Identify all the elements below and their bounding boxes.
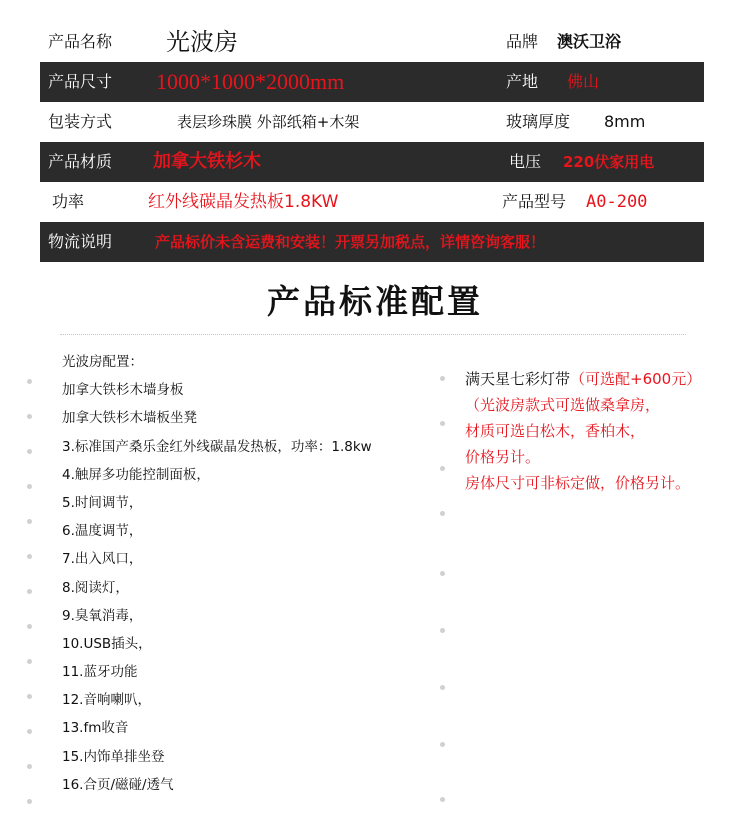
- list-item: 9.臭氧消毒，: [62, 607, 143, 624]
- spec-label-product-name: 产品名称: [48, 32, 113, 51]
- bullet-dot: [27, 554, 32, 559]
- spec-row-size: [40, 62, 704, 102]
- bullet-dot: [440, 685, 445, 690]
- spec-value-glass-thickness: 8mm: [604, 112, 646, 131]
- bullet-dot: [27, 659, 32, 664]
- list-item: 11.蓝牙功能: [62, 664, 138, 681]
- spec-row-power: [40, 182, 704, 222]
- spec-row-logistics: [40, 222, 704, 262]
- list-item: 8.阅读灯，: [62, 579, 129, 596]
- spec-row-name: [40, 22, 704, 62]
- bullet-dot: [440, 376, 445, 381]
- spec-value-product-name: 光波房: [166, 28, 238, 56]
- bullet-dot: [27, 379, 32, 384]
- list-item: 16.合页/磁碰/透气: [62, 776, 174, 793]
- spec-value-origin: 佛山: [567, 72, 600, 91]
- divider: [60, 334, 686, 335]
- bullet-dot: [27, 449, 32, 454]
- spec-value-material: 加拿大铁杉木: [153, 151, 261, 172]
- bullet-dot: [27, 694, 32, 699]
- list-item: 3.标准国产桑乐金红外线碳晶发热板，功率：1.8kw: [62, 438, 372, 455]
- list-item: 加拿大铁杉木墙身板: [62, 382, 184, 399]
- bullet-dot: [27, 799, 32, 804]
- bullet-dot: [27, 519, 32, 524]
- list-item: 加拿大铁杉木墙板坐凳: [62, 410, 197, 427]
- option-price: （可选配+600元）: [570, 370, 702, 388]
- spec-label-origin: 产地: [506, 72, 539, 91]
- section-title: 产品标准配置: [267, 282, 483, 321]
- spec-value-packing: 表层珍珠膜 外部纸箱+木架: [177, 113, 360, 131]
- list-item: 13.fm收音: [62, 720, 129, 737]
- bullet-dot: [440, 571, 445, 576]
- spec-label-logistics: 物流说明: [48, 232, 113, 251]
- bullet-dot: [27, 414, 32, 419]
- spec-label-packing: 包装方式: [48, 112, 113, 131]
- list-item: 12.音响喇叭，: [62, 692, 151, 709]
- option-led-strip: [465, 366, 701, 392]
- spec-value-brand: 澳沃卫浴: [557, 32, 622, 51]
- spec-label-size: 产品尺寸: [48, 72, 113, 91]
- bullet-dot: [440, 742, 445, 747]
- bullet-dot: [440, 421, 445, 426]
- option-note: （光波房款式可选做桑拿房，: [465, 396, 661, 414]
- option-note: 材质可选白松木，香柏木，: [465, 422, 646, 440]
- bullet-dot: [27, 764, 32, 769]
- bullet-dot: [440, 797, 445, 802]
- list-item: 15.内饰单排坐登: [62, 748, 165, 765]
- spec-label-model: 产品型号: [502, 192, 567, 211]
- list-item: 10.USB插头，: [62, 635, 152, 652]
- spec-label-power: 功率: [52, 192, 85, 211]
- bullet-dot: [440, 628, 445, 633]
- bullet-dot: [440, 511, 445, 516]
- list-item: 光波房配置：: [62, 354, 143, 370]
- config-list: [62, 348, 372, 799]
- list-item: 4.触屏多功能控制面板，: [62, 466, 210, 483]
- spec-value-voltage: 220伏家用电: [563, 153, 655, 171]
- option-note: 房体尺寸可非标定做，价格另计。: [465, 474, 691, 492]
- spec-label-brand: 品牌: [506, 32, 539, 51]
- spec-label-voltage: 电压: [509, 152, 542, 171]
- spec-label-glass-thickness: 玻璃厚度: [506, 112, 571, 131]
- spec-value-power: 红外线碳晶发热板1.8KW: [148, 192, 339, 212]
- option-item: 满天星七彩灯带: [465, 370, 571, 388]
- bullet-dot: [27, 589, 32, 594]
- spec-row-material: [40, 142, 704, 182]
- spec-label-material: 产品材质: [48, 152, 113, 171]
- options-block: [465, 366, 701, 496]
- spec-row-packing: [40, 102, 704, 142]
- bullet-dot: [27, 484, 32, 489]
- spec-value-model: A0-200: [586, 192, 648, 212]
- list-item: 6.温度调节，: [62, 523, 143, 540]
- spec-table: [40, 22, 704, 262]
- spec-value-size: 1000*1000*2000mm: [156, 69, 345, 94]
- bullet-dot: [27, 624, 32, 629]
- option-note: 价格另计。: [465, 448, 541, 466]
- bullet-dot: [440, 466, 445, 471]
- list-item: 7.出入风口，: [62, 551, 143, 568]
- spec-value-logistics: 产品标价未含运费和安装！开票另加税点，详情咨询客服！: [155, 233, 546, 251]
- list-item: 5.时间调节，: [62, 494, 143, 511]
- bullet-dot: [27, 729, 32, 734]
